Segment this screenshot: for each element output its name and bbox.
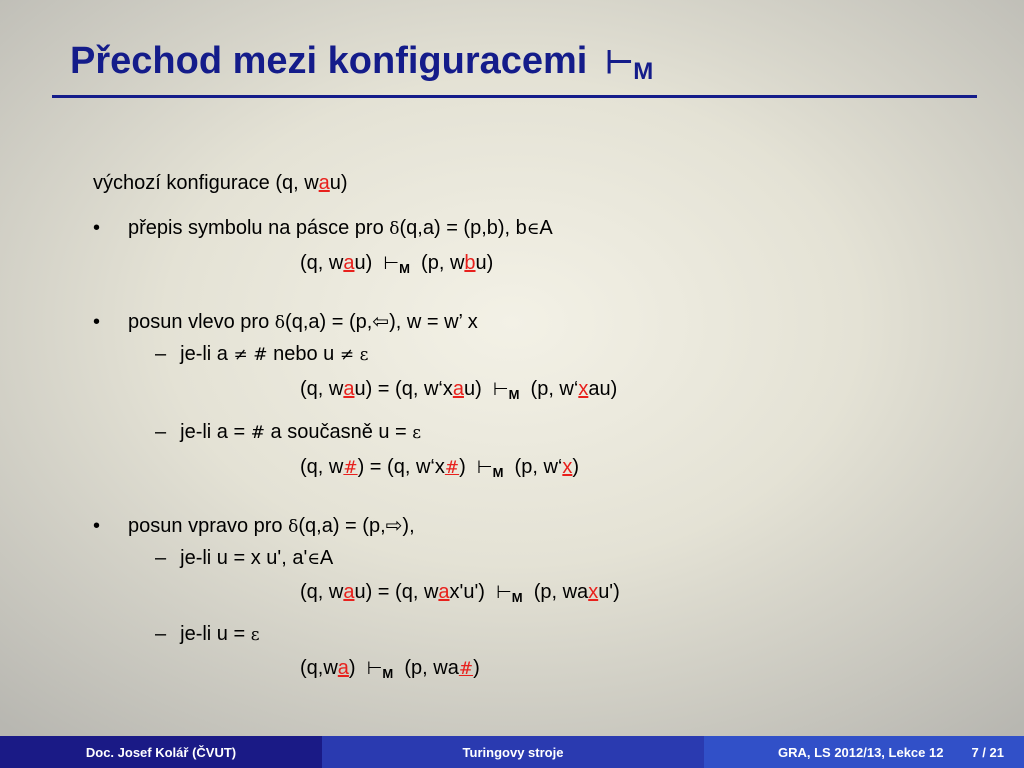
highlight: a <box>343 252 355 274</box>
bullet-icon: • <box>93 515 101 537</box>
highlight: a <box>343 581 355 603</box>
formula-part: (q, w <box>300 456 344 478</box>
delta-symbol: δ <box>274 313 286 333</box>
bullet-text: (q,a) = (p, <box>285 311 373 333</box>
formula-part: (p, w <box>421 252 465 274</box>
highlight: a <box>452 378 464 400</box>
footer-author: Doc. Josef Kolář (ČVUT) <box>0 736 322 768</box>
delta-symbol: δ <box>288 517 299 537</box>
case-text: je-li a <box>180 343 234 365</box>
formula-part: ) <box>459 456 466 478</box>
turnstile-symbol: $⊢_M$ <box>496 582 523 605</box>
not-equal-symbol: ≠ <box>233 345 248 365</box>
element-of-symbol: ∈ <box>307 549 320 569</box>
highlight: a <box>438 581 450 603</box>
formula-part: x'u') <box>449 581 485 603</box>
intro-text-end: u) <box>329 172 348 194</box>
formula-part: (p, wa <box>533 581 589 603</box>
case-text: a současně u = <box>264 421 413 443</box>
delta-symbol: δ <box>389 219 400 239</box>
case-text: je-li a = <box>180 421 251 443</box>
slide-title <box>70 40 653 86</box>
highlight: x <box>578 378 589 400</box>
intro-line <box>93 171 348 195</box>
blank-symbol: # <box>250 423 265 443</box>
highlight: x <box>562 456 573 478</box>
highlight: a <box>343 378 355 400</box>
bullet-text: ), <box>402 515 415 537</box>
bullet-rewrite <box>93 216 553 241</box>
rule-left-2 <box>300 455 579 485</box>
bullet-move-left <box>93 310 478 335</box>
title-underline <box>52 95 977 98</box>
formula-part: (p, w‘ <box>530 378 579 400</box>
rule-rewrite <box>300 251 493 281</box>
highlight: b <box>464 252 476 274</box>
highlight: a <box>337 657 349 679</box>
footer-topic: Turingovy stroje <box>322 736 704 768</box>
case-text: nebo u <box>267 343 340 365</box>
formula-part: (q, w <box>300 252 344 274</box>
formula-part: u') <box>598 581 620 603</box>
highlight: a <box>318 172 330 194</box>
formula-part: ) <box>572 456 580 478</box>
epsilon-symbol: ε <box>250 625 260 645</box>
formula-part: ) <box>473 657 480 679</box>
epsilon-symbol: ε <box>359 345 369 365</box>
rule-left-1 <box>300 377 617 407</box>
highlight: # <box>343 458 358 478</box>
turnstile-symbol: $⊢_M$ <box>492 379 520 402</box>
bullet-text: ), w = w’ x <box>389 311 478 333</box>
set-name: A <box>539 217 553 239</box>
formula-part: ) <box>348 657 356 679</box>
footer-course: GRA, LS 2012/13, Lekce 12 <box>777 744 944 760</box>
case-text: je-li u = <box>180 623 251 645</box>
dash-icon: – <box>155 547 167 569</box>
turnstile-symbol: ⊢ <box>605 44 634 80</box>
turnstile-symbol: $⊢_M$ <box>476 457 504 480</box>
bullet-icon: • <box>93 311 101 333</box>
case-right-2 <box>155 622 260 647</box>
bullet-text: posun vpravo pro <box>128 515 289 537</box>
formula-part: (q,w <box>300 657 338 679</box>
right-arrow-icon: ⇨ <box>385 515 403 537</box>
case-left-2 <box>155 420 421 445</box>
formula-part: u) <box>463 378 482 400</box>
formula-part: u) <box>354 252 373 274</box>
formula-part: (q, w <box>300 378 344 400</box>
formula-part: (p, wa <box>404 657 459 679</box>
case-right-1 <box>155 546 333 571</box>
slide-title-text: Přechod mezi konfiguracemi <box>70 40 588 82</box>
formula-part: u) = (q, w‘x <box>354 378 453 400</box>
set-name: A <box>319 547 334 569</box>
turnstile-subscript: M <box>633 58 654 85</box>
case-left-1 <box>155 342 368 367</box>
formula-part: (p, w‘ <box>514 456 563 478</box>
bullet-text: přepis symbolu na pásce pro <box>128 217 390 239</box>
bullet-text: (q,a) = (p,b), b <box>399 217 527 239</box>
not-equal-symbol: ≠ <box>339 345 355 365</box>
formula-part: u) <box>475 252 494 274</box>
turnstile-symbol: $⊢_M$ <box>366 658 394 681</box>
left-arrow-icon: ⇦ <box>372 311 390 333</box>
rule-right-2 <box>300 656 480 686</box>
bullet-icon: • <box>93 217 101 239</box>
formula-part: (q, w <box>300 581 344 603</box>
dash-icon: – <box>155 421 167 443</box>
element-of-symbol: ∈ <box>526 219 540 239</box>
rule-right-1 <box>300 580 620 610</box>
formula-part: au) <box>588 378 618 400</box>
bullet-text: posun vlevo pro <box>128 311 275 333</box>
dash-icon: – <box>155 623 167 645</box>
highlight: # <box>458 659 474 679</box>
bullet-text: (q,a) = (p, <box>298 515 386 537</box>
page-number: 7 / 21 <box>971 744 1004 760</box>
highlight: x <box>588 581 599 603</box>
slide-footer <box>0 736 1024 768</box>
highlight: # <box>444 458 460 478</box>
intro-text: výchozí konfigurace (q, w <box>93 172 319 194</box>
case-text: je-li u = x u', a' <box>180 547 308 569</box>
turnstile-symbol: $⊢_M$ <box>383 253 410 276</box>
epsilon-symbol: ε <box>412 423 422 443</box>
blank-symbol: # <box>253 345 268 365</box>
dash-icon: – <box>155 343 167 365</box>
bullet-move-right <box>93 514 415 539</box>
formula-part: u) = (q, w <box>354 581 439 603</box>
formula-part: ) = (q, w‘x <box>357 456 445 478</box>
footer-course-info <box>704 736 1024 768</box>
